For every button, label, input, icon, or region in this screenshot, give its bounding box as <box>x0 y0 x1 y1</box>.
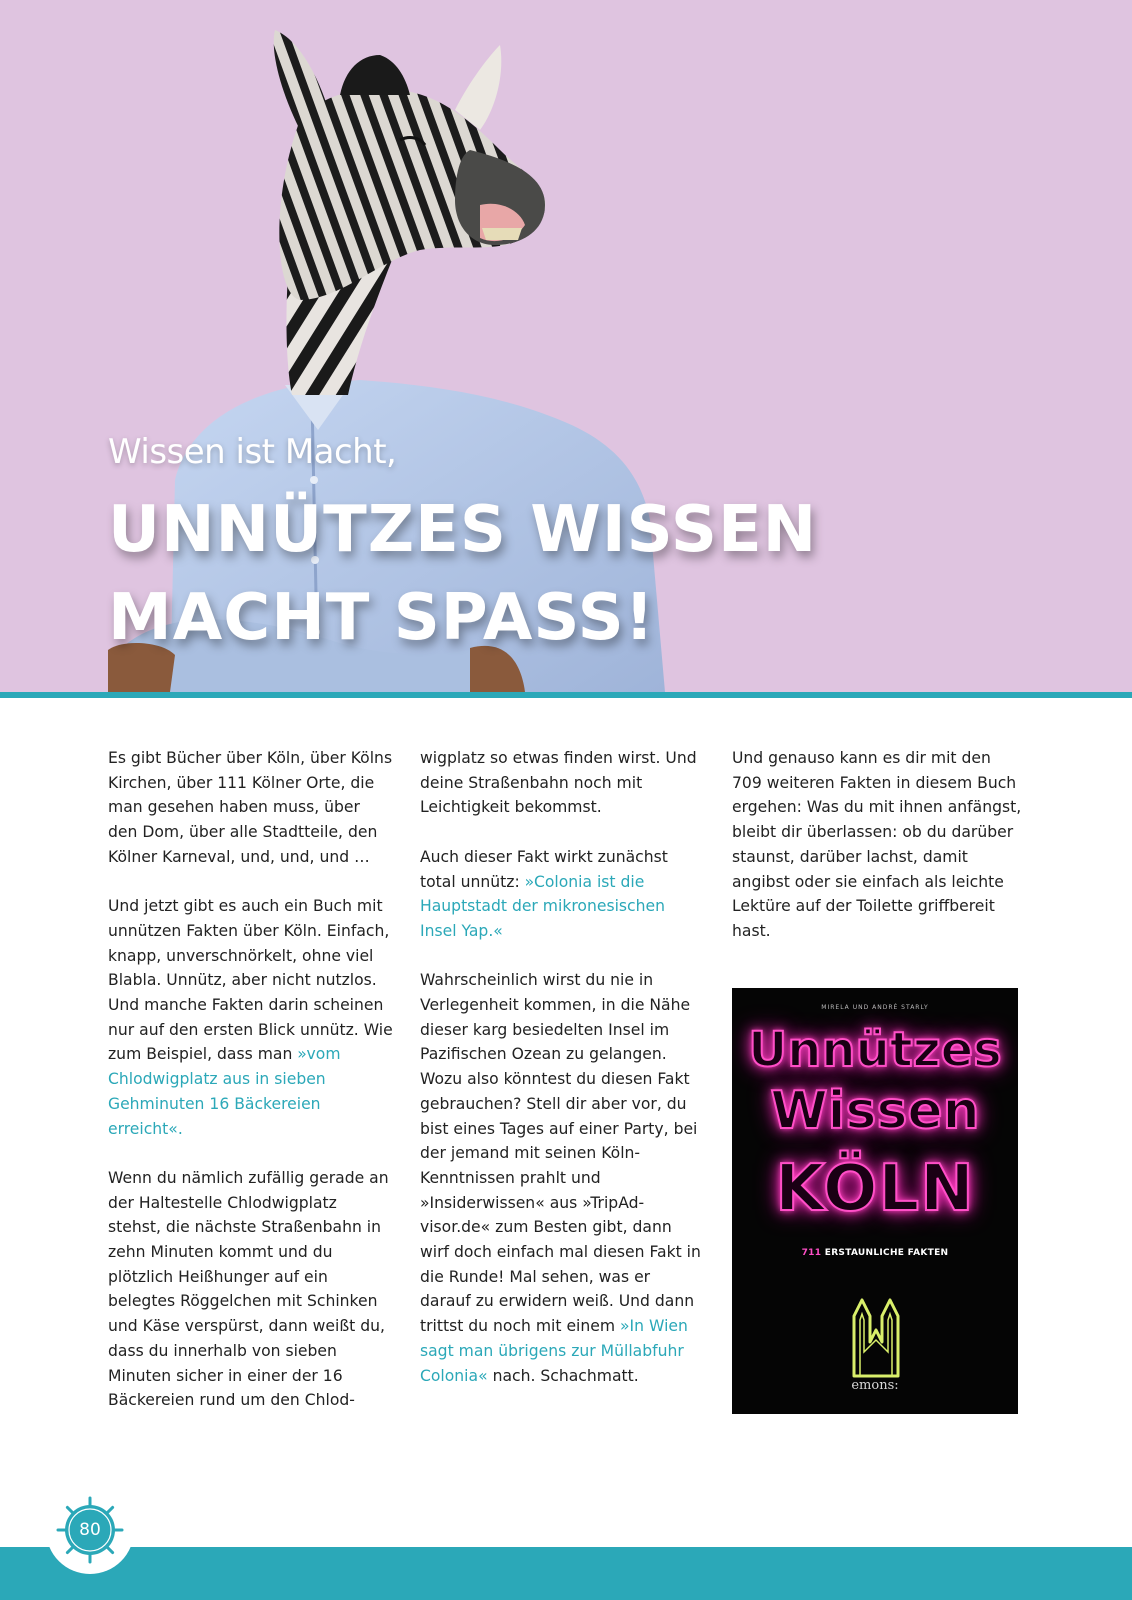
fact-quote: »vom Chlodwigplatz aus in sieben Gehminuten 16 Bäckereien erreicht«. <box>108 1045 341 1138</box>
paragraph: Es gibt Bücher über Köln, über Kölns Kirchen, über 111 Kölner Orte, die man gesehen haben muss, über den Dom, über alle Stadtteile, den Kölner Karneval, und, und, und … <box>108 749 393 866</box>
paragraph: Und genauso kann es dir mit den 709 weiteren Fakten in diesem Buch ergehen: Was du mit ihnen anfängst, bleibt dir überlassen: ob du darüber staunst, darüber lachst, damit angibst oder sie einfach als leichte Lektüre auf der Toilette griffbereit hast. <box>732 749 1022 940</box>
cathedral-outline-icon <box>850 1296 902 1378</box>
cover-publisher: emons: <box>851 1378 899 1393</box>
fact-quote: »Colonia ist die Hauptstadt der mikronesischen Insel Yap.« <box>420 872 665 940</box>
page-badge <box>46 1486 134 1574</box>
paragraph: Wenn du nämlich zufällig gerade an der Haltestelle Chlodwigplatz stehst, die nächste Straßenbahn in zehn Minuten kommt und du plötzlich Heißhunger auf ein belegtes Röggelchen mit Schinken und Käse verspürst, dann weißt du, dass du innerhalb von sieben Minuten sicher in einer der 16 Bäckereien rund um den Chlod- <box>108 1168 389 1410</box>
cover-title-line-3: KÖLN <box>775 1152 975 1226</box>
cover-title-line-2: Wissen <box>770 1081 980 1141</box>
headline-line-2: MACHT SPASS! <box>108 581 655 655</box>
cover-subtitle: 711 ERSTAUNLICHE FAKTEN <box>801 1248 949 1258</box>
paragraph: wigplatz so etwas finden wirst. Und deine Straßenbahn noch mit Leichtigkeit bekommst. <box>420 749 697 817</box>
text-column-3 <box>732 746 1022 968</box>
paragraph: Wahrscheinlich wirst du nie in Verlegenheit kommen, in die Nähe dieser karg besiedelten Insel im Pazifischen Ozean zu gelangen. Wozu also könntest du diesen Fakt gebrauchen? Stell dir aber vor, du bist eines Tages auf einer Party, bei der jemand mit seinen Köln-Kenntnissen prahlt und »Insiderwissen« aus »TripAd-visor.de« zum Besten gibt, dann wirf doch einfach mal diesen Fakt in die Runde! Mal sehen, was er darauf zu erwidern weiß. Und dann trittst du noch mit einem »In Wien sagt man übrigens zur Müllabfuhr Colonia« nach. Schachmatt. <box>420 971 701 1385</box>
cover-title <box>732 1020 1018 1232</box>
cover-title-line-1: Unnützes <box>748 1022 1002 1078</box>
footer-band <box>0 1547 1132 1600</box>
page-number: 80 <box>79 1520 101 1540</box>
hero-kicker: Wissen ist Macht, <box>108 432 397 472</box>
text-column-2 <box>420 746 705 1413</box>
hero-banner <box>0 0 1132 692</box>
text-column-1 <box>108 746 393 1438</box>
paragraph: Und jetzt gibt es auch ein Buch mit unnützen Fakten über Köln. Einfach, knapp, unverschnörkelt, ohne viel Blabla. Unnütz, aber nicht nutzlos. Und manche Fakten darin scheinen nur auf den ersten Blick unnütz. Wie zum Beispiel, dass man »vom Chlodwigplatz aus in sieben Gehminuten 16 Bäckereien erreicht«. <box>108 897 393 1138</box>
fact-quote: »In Wien sagt man übrigens zur Müllabfuhr Colonia« <box>420 1317 688 1385</box>
hero-headline <box>108 486 817 662</box>
headline-line-1: UNNÜTZES WISSEN <box>108 493 818 567</box>
book-cover <box>732 988 1018 1414</box>
hero-divider <box>0 692 1132 698</box>
cover-authors: MIRELA UND ANDRÉ STARLY <box>821 1004 929 1011</box>
paragraph: Auch dieser Fakt wirkt zunächst total unnütz: »Colonia ist die Hauptstadt der mikronesischen Insel Yap.« <box>420 847 668 940</box>
